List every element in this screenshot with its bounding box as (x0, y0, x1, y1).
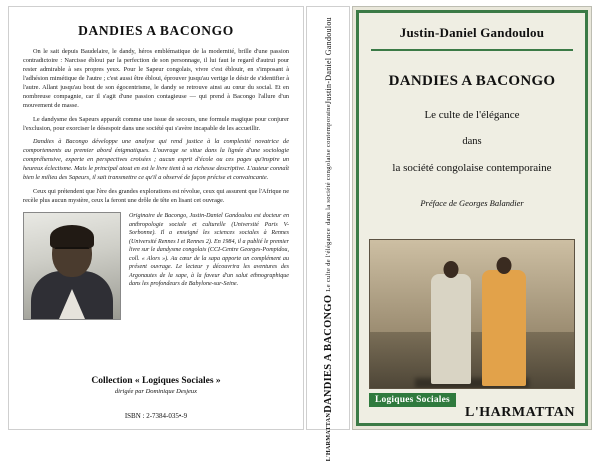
author-bio-text: Originaire de Bacongo, Justin-Daniel Gandoulou est docteur en anthropologie sociale et culturelle (Université Paris V-Sorbonne). Il a enseigné les sciences sociales à Rennes (Université Rennes I et Rennes 2). En 1984, il a publié le premier livre sur le dandysme congolais (CCI-Centre Georges-Pompidou, coll. « Alors »). Au cœur de la sapa apporte un complément au présent ouvrage. Le lecteur y découvrira les aventures des Argonautes de la sape, à la faveur d'un salut ethnographique dans les profondeurs de Babylone-sur-Seine. (129, 213, 289, 288)
spine-panel (306, 6, 350, 461)
collection-director: dirigée par Dominique Desjeux (114, 388, 198, 395)
blurb-paragraph: Dandies à Bacongo développe une analyse qui rend justice à la complexité novatrice de comportements au premier abord énigmatiques. L'ouvrage se situe dans la lignée d'une sociologie compréhensive, experte en perspectives croisées ; aucun esprit d'école ou ces pages qu'inspire un heureux éclectisme. Mais le principal atout en est le livre tient à sa richesse descriptive. L'auteur connaît bien le milieu des Sapeurs, il sait transmettre ce qu'il a observé de façon précise et convaincante. (23, 138, 289, 182)
front-publisher-name: L'HARMATTAN (465, 405, 575, 420)
back-cover-panel (8, 6, 304, 430)
front-divider-rule (371, 49, 573, 51)
spine-subtitle-1: Le culte de l'élégance (324, 228, 332, 292)
back-cover-blurb (23, 48, 289, 206)
front-author-name: Justin-Daniel Gandoulou (399, 25, 545, 40)
front-collection-badge: Logiques Sociales (369, 393, 456, 407)
author-portrait-photo (23, 212, 121, 320)
author-bio-block (23, 212, 289, 320)
back-collection-block (9, 376, 303, 395)
cover-photograph (369, 239, 575, 389)
spine-title: DANDIES A BACONGO (322, 294, 334, 414)
spine-author: Justin-Daniel Gandoulou (323, 17, 333, 105)
front-title: DANDIES A BACONGO (388, 73, 556, 89)
collection-name: Collection « Logiques Sociales » (91, 376, 221, 386)
blurb-paragraph: Ceux qui prétendent que l'ère des grandes explorations est révolue, ceux qui assurent que l'Afrique ne recèle plus aucun mystère, ceux la feront une drôle de tête en lisant cet ouvrage. (23, 188, 289, 205)
spine-subtitle-2: dans la société congolaise contemporaine (324, 104, 332, 226)
back-cover-title: DANDIES A BACONGO (78, 23, 234, 38)
blurb-paragraph: On le sait depuis Baudelaire, le dandy, héros emblématique de la modernité, brille d'une passion contradictoire : Narcisse ébloui par la perfection de son personnage, il lui faut le regard d'autrui pour rester admirable à ses propres yeux. Pour le Sapeur congolais, vivre c'est éblouir, en s'imposant à l'adhésion mimétique de l'autre ; c'est aussi être ébloui, éprouver jusqu'au vertige le désir de s'identifier à l'autre. Allant jusqu'au bout de son égocentrisme, le dandy se retrouve ainsi au cœur du social. Et en nombreuse compagnie, car il s'agit d'une passion contagieuse — qui prend à Bacongo l'allure d'un mouvement de masse. (23, 48, 289, 109)
photo-figure-right (482, 270, 526, 386)
front-preface-credit: Préface de Georges Balandier (420, 198, 524, 208)
front-cover-frame (356, 10, 588, 426)
front-cover-panel (352, 6, 592, 430)
blurb-paragraph: Le dandysme des Sapeurs apparaît comme une issue de secours, une formule magique pour conjurer l'exclusion, pour exorciser le désespoir dans une société qui s'avère incapable de les accueillir. (23, 115, 289, 132)
isbn-text: ISBN : 2-7384-035•-9 (124, 412, 188, 420)
front-subtitle-2: dans (462, 136, 482, 147)
spine-title-block (323, 104, 334, 413)
photo-figure-left (431, 274, 471, 384)
front-subtitle-3: la société congolaise contemporaine (392, 162, 552, 174)
front-subtitle-1: Le culte de l'élégance (424, 109, 520, 121)
spine-publisher: L'HARMATTAN (324, 413, 332, 461)
